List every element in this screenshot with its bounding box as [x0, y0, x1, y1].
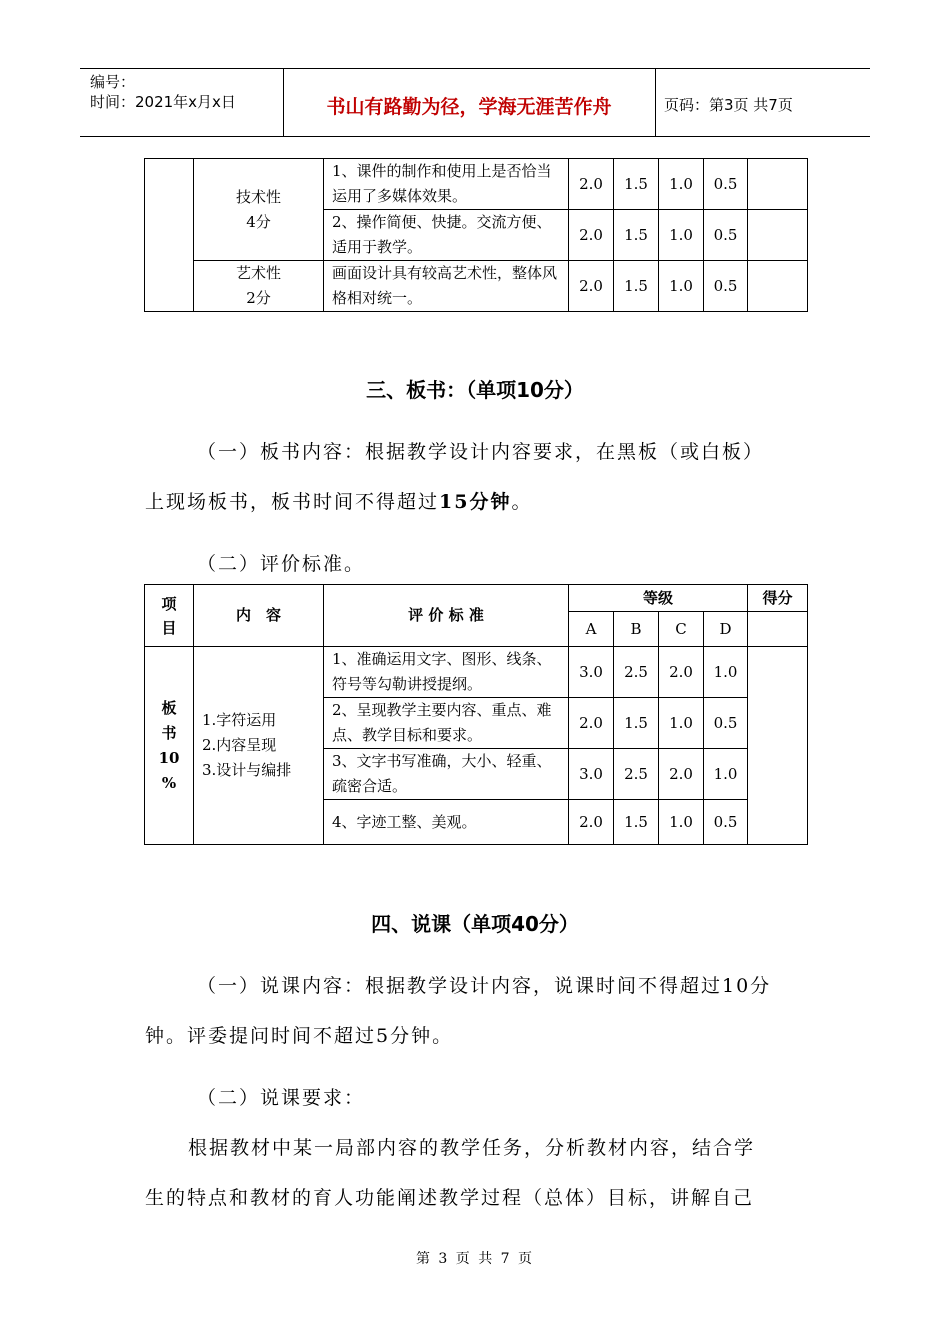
- criterion-cell: 1、课件的制作和使用上是否恰当运用了多媒体效果。: [324, 159, 569, 210]
- category-cell: [194, 159, 324, 261]
- score-cell: [748, 647, 808, 845]
- emphasis-text: 15分钟: [439, 491, 512, 513]
- paragraph-text: 。: [511, 491, 533, 513]
- grade-a-cell: 3.0: [569, 749, 614, 800]
- item-label-line: 板: [161, 698, 177, 717]
- header-meta: [90, 72, 236, 112]
- grade-d-cell: 0.5: [704, 210, 748, 261]
- criterion-cell: 2、操作简便、快捷。交流方便、适用于教学。: [324, 210, 569, 261]
- header-top-rule: [80, 68, 870, 69]
- header-bottom-rule: [80, 136, 870, 137]
- grade-d-cell: 0.5: [704, 698, 748, 749]
- header-divider: [655, 68, 656, 136]
- grade-c-cell: 2.0: [659, 647, 704, 698]
- header-motto: 书山有路勤为径，学海无涯苦作舟: [326, 96, 612, 118]
- item-label-line: %: [161, 773, 177, 792]
- grade-a-cell: 2.0: [569, 698, 614, 749]
- content-item: 1.字符运用: [202, 711, 277, 729]
- paragraph: （二）说课要求：: [197, 1087, 366, 1109]
- content-item: 2.内容呈现: [202, 736, 277, 754]
- item-label-line: 10: [158, 748, 180, 767]
- grade-c-cell: 1.0: [659, 698, 704, 749]
- score-cell: [748, 210, 808, 261]
- grade-d-cell: 0.5: [704, 159, 748, 210]
- header-score: 得分: [748, 585, 808, 612]
- grade-b-cell: 1.5: [614, 261, 659, 312]
- grade-a-cell: 2.0: [569, 159, 614, 210]
- score-cell: [748, 261, 808, 312]
- grade-b-cell: 1.5: [614, 159, 659, 210]
- header-grade: 等级: [569, 585, 748, 612]
- grade-d-cell: 0.5: [704, 261, 748, 312]
- grade-d-cell: 0.5: [704, 800, 748, 845]
- paragraph: 钟。评委提问时间不超过5分钟。: [145, 1025, 454, 1047]
- criterion-cell: 3、文字书写准确，大小、轻重、疏密合适。: [324, 749, 569, 800]
- category-name: 技术性: [235, 187, 281, 206]
- header-time: 时间：2021年x月x日: [90, 93, 236, 111]
- grade-b-cell: 2.5: [614, 647, 659, 698]
- grade-a-cell: 2.0: [569, 261, 614, 312]
- paragraph: （二）评价标准。: [197, 553, 366, 575]
- table-row: [145, 261, 808, 312]
- header-page-info: 页码：第3页 共7页: [664, 96, 793, 114]
- grade-b-cell: 1.5: [614, 210, 659, 261]
- paragraph: 根据教材中某一局部内容的教学任务，分析教材内容，结合学: [188, 1137, 756, 1159]
- grade-d-cell: 1.0: [704, 749, 748, 800]
- item-label-cell: [145, 647, 194, 845]
- header-grade-c: C: [659, 612, 704, 647]
- grade-b-cell: 1.5: [614, 698, 659, 749]
- category-name: 艺术性: [235, 264, 281, 282]
- evaluation-table: [144, 584, 808, 845]
- grade-c-cell: 1.0: [659, 261, 704, 312]
- criterion-cell: 4、字迹工整、美观。: [324, 800, 569, 845]
- grade-a-cell: 3.0: [569, 647, 614, 698]
- table-header-row: [145, 585, 808, 612]
- grade-a-cell: 2.0: [569, 800, 614, 845]
- page-footer: 第 3 页 共 7 页: [415, 1251, 535, 1267]
- criterion-cell: 画面设计具有较高艺术性，整体风格相对统一。: [324, 261, 569, 312]
- header-grade-b: B: [614, 612, 659, 647]
- grade-c-cell: 1.0: [659, 210, 704, 261]
- grade-b-cell: 2.5: [614, 749, 659, 800]
- section-heading: 三、板书：（单项10分）: [366, 378, 584, 402]
- paragraph: （一）说课内容：根据教学设计内容，说课时间不得超过10分: [197, 975, 772, 997]
- content-cell: [194, 647, 324, 845]
- header-grade-d: D: [704, 612, 748, 647]
- criteria-table-continued: [144, 158, 808, 312]
- header-number: 编号：: [90, 73, 136, 91]
- grade-c-cell: 1.0: [659, 800, 704, 845]
- category-points: 4分: [246, 212, 271, 231]
- grade-a-cell: 2.0: [569, 210, 614, 261]
- content-item: 3.设计与编排: [202, 761, 292, 779]
- header-item-line: 目: [161, 618, 177, 637]
- category-cell: [194, 261, 324, 312]
- header-item: [145, 585, 194, 647]
- item-cell: [145, 159, 194, 312]
- score-cell: [748, 159, 808, 210]
- header-grade-a: A: [569, 612, 614, 647]
- grade-c-cell: 1.0: [659, 159, 704, 210]
- criterion-cell: 1、准确运用文字、图形、线条、符号等勾勒讲授提纲。: [324, 647, 569, 698]
- grade-c-cell: 2.0: [659, 749, 704, 800]
- criterion-cell: 2、呈现教学主要内容、重点、难点、教学目标和要求。: [324, 698, 569, 749]
- paragraph-text: 上现场板书，板书时间不得超过: [145, 491, 440, 513]
- item-label-line: 书: [161, 723, 177, 742]
- header-criteria: 评 价 标 准: [324, 585, 569, 647]
- table-row: [145, 647, 808, 698]
- paragraph: [145, 487, 807, 514]
- section-heading: 四、说课（单项40分）: [371, 912, 579, 936]
- score-cell: [748, 612, 808, 647]
- header-item-line: 项: [161, 594, 177, 613]
- paragraph: （一）板书内容：根据教学设计内容要求，在黑板（或白板）: [197, 441, 765, 463]
- category-points: 2分: [246, 289, 271, 307]
- grade-d-cell: 1.0: [704, 647, 748, 698]
- grade-b-cell: 1.5: [614, 800, 659, 845]
- paragraph: 生的特点和教材的育人功能阐述教学过程（总体）目标，讲解自己: [145, 1187, 755, 1209]
- table-row: [145, 159, 808, 210]
- header-content: 内 容: [194, 585, 324, 647]
